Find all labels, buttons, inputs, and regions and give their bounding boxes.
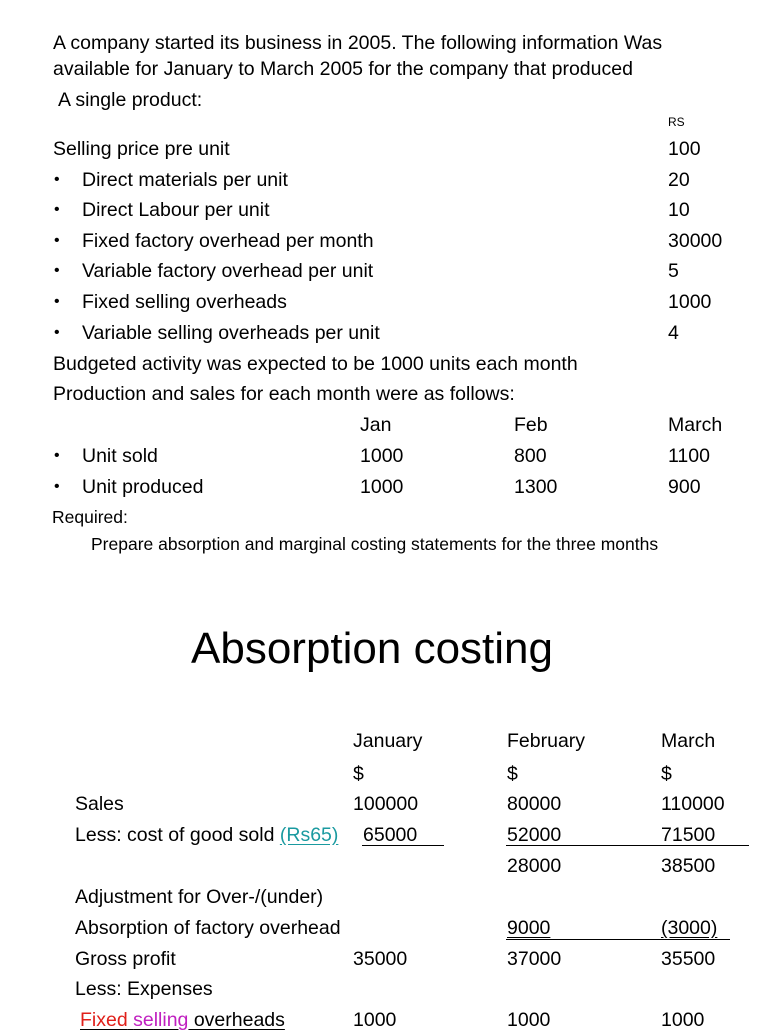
cogs-rate-link[interactable]: (Rs65) xyxy=(279,824,339,846)
adjustment-feb: 9000 xyxy=(507,917,551,939)
required-label: Required: xyxy=(52,507,128,527)
units-sold-feb: 800 xyxy=(514,445,547,467)
units-produced-march: 900 xyxy=(668,476,701,498)
sales-march: 110000 xyxy=(661,793,725,815)
bullet-icon: • xyxy=(54,262,60,279)
cost-label-0: Direct materials per unit xyxy=(82,169,288,191)
bullet-icon: • xyxy=(54,478,60,495)
adjustment-label-2: Absorption of factory overhead xyxy=(75,917,341,939)
production-line: Production and sales for each month were as follows: xyxy=(53,383,515,405)
cost-label-2: Fixed factory overhead per month xyxy=(82,230,374,252)
bullet-icon: • xyxy=(54,171,60,188)
underline-divider xyxy=(362,845,444,846)
cogs-march: 71500 xyxy=(661,824,716,846)
cogs-label: Less: cost of good sold xyxy=(75,824,280,846)
units-sold-march: 1100 xyxy=(668,445,710,467)
cost-value-1: 10 xyxy=(668,199,690,221)
bullet-icon: • xyxy=(54,201,60,218)
adjustment-march: (3000) xyxy=(661,917,718,939)
bullet-icon: • xyxy=(54,324,60,341)
fixed-word: Fixed xyxy=(80,1009,128,1031)
cost-value-0: 20 xyxy=(668,169,690,191)
month-header-feb: Feb xyxy=(514,414,548,436)
underline-divider xyxy=(506,939,730,940)
section-title: Absorption costing xyxy=(191,624,553,673)
units-sold-label: Unit sold xyxy=(82,445,158,467)
units-produced-jan: 1000 xyxy=(360,476,404,498)
adjustment-label-1: Adjustment for Over-/(under) xyxy=(75,886,324,908)
stmt-month-february: February xyxy=(507,730,586,752)
budget-line: Budgeted activity was expected to be 1000 units each month xyxy=(53,353,578,375)
units-produced-feb: 1300 xyxy=(514,476,558,498)
fixed-selling-feb: 1000 xyxy=(507,1009,551,1031)
cost-value-5: 4 xyxy=(668,322,679,344)
subtotal-feb: 28000 xyxy=(507,855,562,877)
expenses-label: Less: Expenses xyxy=(75,978,213,1000)
cost-value-2: 30000 xyxy=(668,230,723,252)
fixed-selling-jan: 1000 xyxy=(353,1009,397,1031)
fixed-selling-row xyxy=(80,1008,285,1032)
intro-line-2: available for January to March 2005 for the company that produced xyxy=(53,58,633,80)
intro-line-3: A single product: xyxy=(58,89,203,111)
cost-value-3: 5 xyxy=(668,260,679,282)
stmt-currency-march: $ xyxy=(661,763,672,785)
cost-label-5: Variable selling overheads per unit xyxy=(82,322,380,344)
gross-profit-feb: 37000 xyxy=(507,948,562,970)
bullet-icon: • xyxy=(54,447,60,464)
gross-profit-march: 35500 xyxy=(661,948,716,970)
sales-feb: 80000 xyxy=(507,793,562,815)
units-produced-label: Unit produced xyxy=(82,476,204,498)
cost-label-1: Direct Labour per unit xyxy=(82,199,270,221)
sales-jan: 100000 xyxy=(353,793,419,815)
cogs-row xyxy=(75,823,338,847)
gross-profit-label: Gross profit xyxy=(75,948,176,970)
stmt-month-january: January xyxy=(353,730,423,752)
required-text: Prepare absorption and marginal costing statements for the three months xyxy=(91,534,659,554)
month-header-jan: Jan xyxy=(360,414,392,436)
cogs-feb: 52000 xyxy=(507,824,562,846)
bullet-icon: • xyxy=(54,293,60,310)
bullet-icon: • xyxy=(54,232,60,249)
stmt-currency-feb: $ xyxy=(507,763,518,785)
cost-label-3: Variable factory overhead per unit xyxy=(82,260,374,282)
sales-label: Sales xyxy=(75,793,124,815)
selling-word: selling xyxy=(133,1009,189,1031)
stmt-month-march: March xyxy=(661,730,716,752)
underline-divider xyxy=(506,845,749,846)
cogs-jan: 65000 xyxy=(363,824,418,846)
fixed-selling-march: 1000 xyxy=(661,1009,705,1031)
selling-price-value: 100 xyxy=(668,138,701,160)
intro-line-1: A company started its business in 2005. The following information Was xyxy=(53,32,663,54)
currency-header: RS xyxy=(668,115,685,129)
overheads-word: overheads xyxy=(188,1009,285,1031)
gross-profit-jan: 35000 xyxy=(353,948,408,970)
cost-label-4: Fixed selling overheads xyxy=(82,291,287,313)
selling-price-label: Selling price pre unit xyxy=(53,138,230,160)
subtotal-march: 38500 xyxy=(661,855,716,877)
units-sold-jan: 1000 xyxy=(360,445,404,467)
month-header-march: March xyxy=(668,414,723,436)
stmt-currency-jan: $ xyxy=(353,763,364,785)
cost-value-4: 1000 xyxy=(668,291,712,313)
